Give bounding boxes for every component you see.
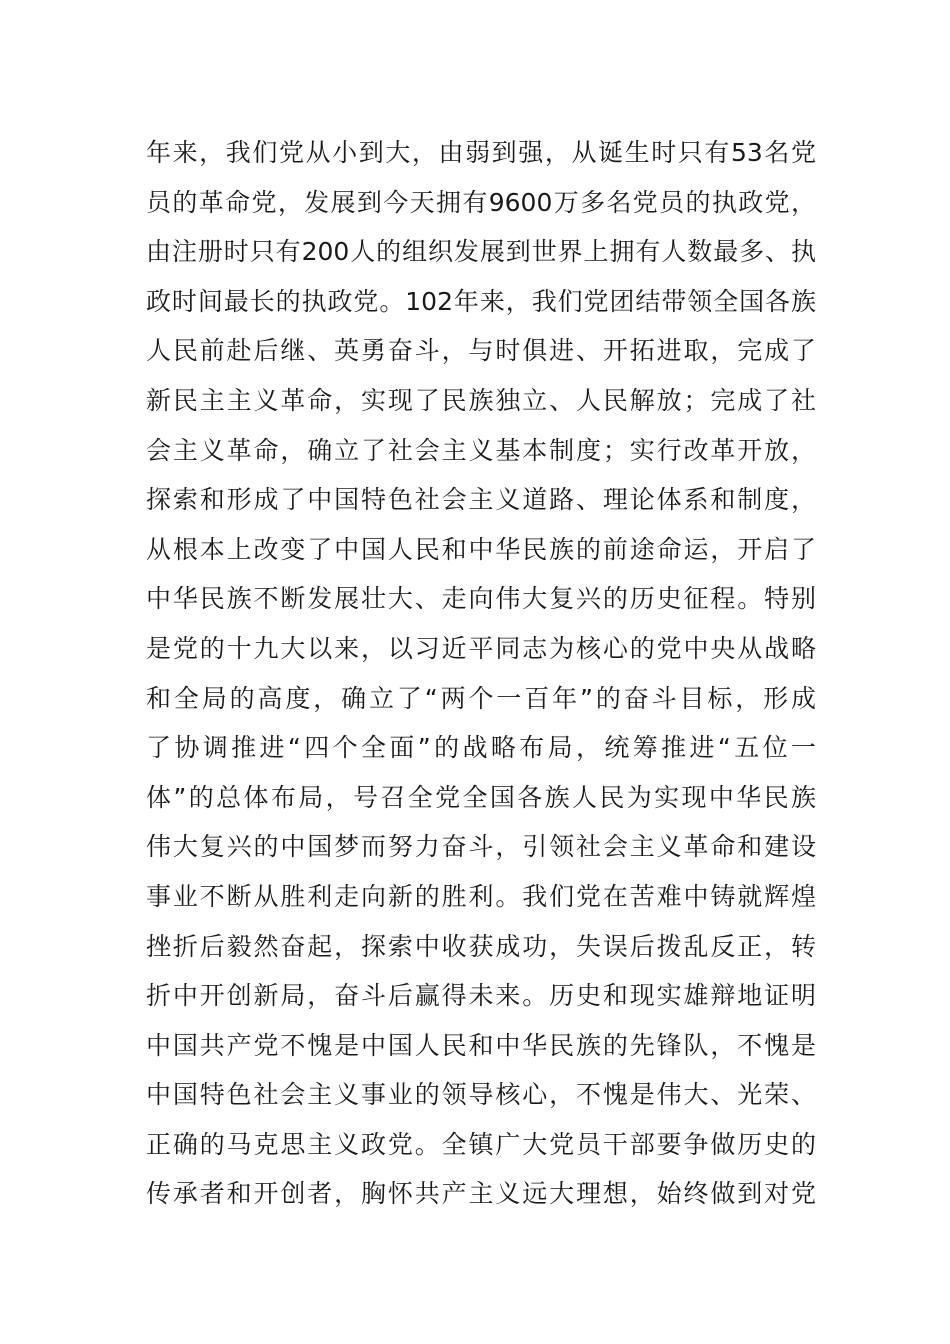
text-line: 政时间最长的执政党。102年来，我们党团结带领全国各族 [146,286,816,316]
body-paragraph [146,128,816,1219]
text-line: 和全局的高度，确立了“两个一百年”的奋斗目标，形成 [146,683,816,713]
text-line: 传承者和开创者，胸怀共产主义远大理想，始终做到对党 [146,1179,816,1209]
text-line: 挫折后毅然奋起，探索中收获成功，失误后拨乱反正，转 [146,931,816,961]
text-line: 正确的马克思主义政党。全镇广大党员干部要争做历史的 [146,1129,816,1159]
text-line: 人民前赴后继、英勇奋斗，与时俱进、开拓进取，完成了 [146,336,816,366]
text-line: 了协调推进“四个全面”的战略布局，统筹推进“五位一 [146,733,816,763]
text-line: 事业不断从胜利走向新的胜利。我们党在苦难中铸就辉煌 [146,881,816,911]
text-line: 中华民族不断发展壮大、走向伟大复兴的历史征程。特别 [146,584,816,614]
text-line: 会主义革命，确立了社会主义基本制度；实行改革开放， [146,435,816,465]
text-line: 中国共产党不愧是中国人民和中华民族的先锋队，不愧是 [146,1030,816,1060]
text-line: 从根本上改变了中国人民和中华民族的前途命运，开启了 [146,534,816,564]
text-line: 折中开创新局，奋斗后赢得未来。历史和现实雄辩地证明 [146,981,816,1011]
text-line: 是党的十九大以来，以习近平同志为核心的党中央从战略 [146,633,816,663]
text-line: 新民主主义革命，实现了民族独立、人民解放；完成了社 [146,385,816,415]
text-line: 员的革命党，发展到今天拥有9600万多名党员的执政党， [146,187,816,217]
text-line: 年来，我们党从小到大，由弱到强，从诞生时只有53名党 [146,138,816,167]
text-line: 中国特色社会主义事业的领导核心，不愧是伟大、光荣、 [146,1080,816,1110]
text-line: 探索和形成了中国特色社会主义道路、理论体系和制度， [146,485,816,515]
text-line: 体”的总体布局，号召全党全国各族人民为实现中华民族 [146,782,816,812]
text-line: 由注册时只有200人的组织发展到世界上拥有人数最多、执 [146,237,816,267]
text-line: 伟大复兴的中国梦而努力奋斗，引领社会主义革命和建设 [146,832,816,862]
